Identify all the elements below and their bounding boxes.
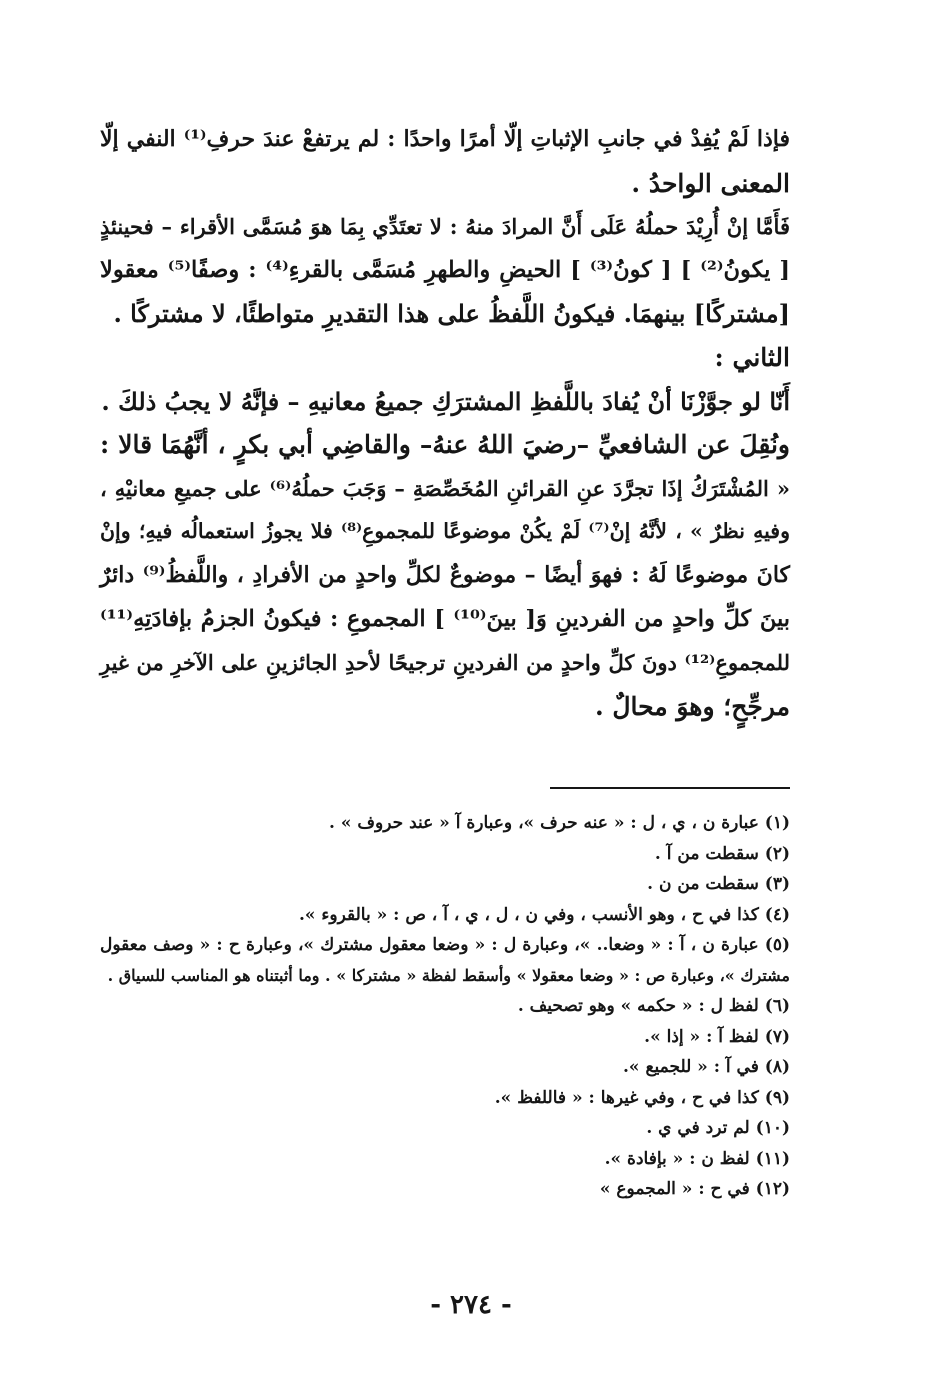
footnote: (١١) لفظ ن : « بإفادة ». xyxy=(604,1148,790,1169)
body-line: فإذا لَمْ يُفِدْ في جانبِ الإثباتِ إلّا أمرًا واحدًا : لم يرتفعْ عندَ حرفِ⁽¹⁾ النفي إلّا xyxy=(100,126,790,152)
footnote: (٧) لفظ آ : « إذا ». xyxy=(644,1026,790,1047)
body-line: وفيهِ نظرٌ » ، لأنَّهُ إنْ⁽⁷⁾ لَمْ يكُنْ موضوعًا للمجموعِ⁽⁸⁾ فلا يجوزُ استعمالُه فيهِ؛ وإنْ xyxy=(100,519,790,544)
body-line: بينَ كلِّ واحدٍ من الفردينِ وَ[ بينَ⁽¹⁰⁾ ] المجموعِ : فيكونُ الجزمُ بإفادَتِهِ⁽¹¹⁾ xyxy=(100,605,791,632)
body-line: مرجِّحٍ؛ وهوَ محالٌ . xyxy=(594,691,790,721)
section-heading: الثاني : xyxy=(714,342,790,372)
body-line: [مشتركًا] بينهمَا. فيكونُ اللَّفظُ على هذا التقديرِ متواطئًا، لا مشتركًا . xyxy=(113,299,790,329)
body-line: كانَ موضوعًا لَهُ : فهوَ أيضًا – موضوعٌ لكلِّ واحدٍ من الأفرادِ ، واللَّفظُ⁽⁹⁾ دائرٌ xyxy=(100,561,790,588)
body-line: [ يكونُ⁽²⁾ ] [ كونُ⁽³⁾ ] الحيضِ والطهرِ مُسَمَّى بالقرءِ⁽⁴⁾ : وصفًا⁽⁵⁾ معقولا xyxy=(100,256,791,283)
footnotes xyxy=(100,808,790,1205)
footnote: (٥) عبارة ن ، آ : « وضعا.. »، وعبارة ل : « وضعا معقول مشترك »، وعبارة ح : « وصف معقول xyxy=(100,935,790,955)
footnote: (٩) كذا في ح ، وفي غيرها : « فاللفظ ». xyxy=(494,1087,790,1108)
footnote: (١) عبارة ن ، ي ، ل : « عنه حرف »، وعبارة آ « عند حروف » . xyxy=(329,813,790,833)
footnote-continuation: مشترك »، وعبارة ص : « وضعا معقولا » وأسقط لفظة « مشتركا » . وما أثبتناه هو المناسب للسياق . xyxy=(107,965,790,985)
footnote: (١٠) لم ترد في ي . xyxy=(646,1118,790,1138)
footnote: (٣) سقطت من ن . xyxy=(647,874,790,894)
main-text xyxy=(100,118,790,728)
body-line: ونُقِلَ عن الشافعيِّ –رضيَ اللهُ عنهُ– والقاضِي أبي بكرٍ ، أنَّهُمَا قالا : xyxy=(100,430,790,460)
body-line: للمجموعِ⁽¹²⁾ دونَ كلِّ واحدٍ من الفردينِ ترجيحًا لأحدِ الجائزينِ على الآخرِ من غيرِ xyxy=(100,650,790,676)
footnote: (٨) في آ : « للجميع ». xyxy=(623,1057,790,1077)
page-number: - ٢٧٤ - xyxy=(430,1290,512,1320)
footnote: (٢) سقطت من آ . xyxy=(654,843,790,864)
body-line: فَأَمَّا إنْ أُرِيْدَ حملُهُ عَلَى أَنَّ المرادَ منهُ : لا تعتَدِّي بِمَا هوَ مُسَمَّى الأقراء – فحينئذٍ xyxy=(100,214,790,240)
footnote: (١٢) في ح : « المجموع » xyxy=(599,1179,790,1199)
footnote: (٦) لفظ ل : « حكمه » وهو تصحيف . xyxy=(517,996,790,1016)
footnote-separator xyxy=(550,787,790,789)
body-line: « المُشْتَرَكُ إذَا تجرَّدَ عنِ القرائنِ المُخَصِّصَةِ – وَجَبَ حملُهُ⁽⁶⁾ على جميعِ معانيْهِ ، xyxy=(100,475,790,501)
body-line: المعنى الواحدُ . xyxy=(631,168,790,198)
body-line: أَنّا لو جوَّزْنَا أنْ يُفادَ باللَّفظِ المشترَكِ جميعُ معانيهِ – فإنَّهُ لا يجبُ ذلكَ . xyxy=(101,386,790,416)
footnote: (٤) كذا في ح ، وهو الأنسب ، وفي ن ، ل ، ي ، آ ، ص : « بالقروء ». xyxy=(298,904,790,925)
